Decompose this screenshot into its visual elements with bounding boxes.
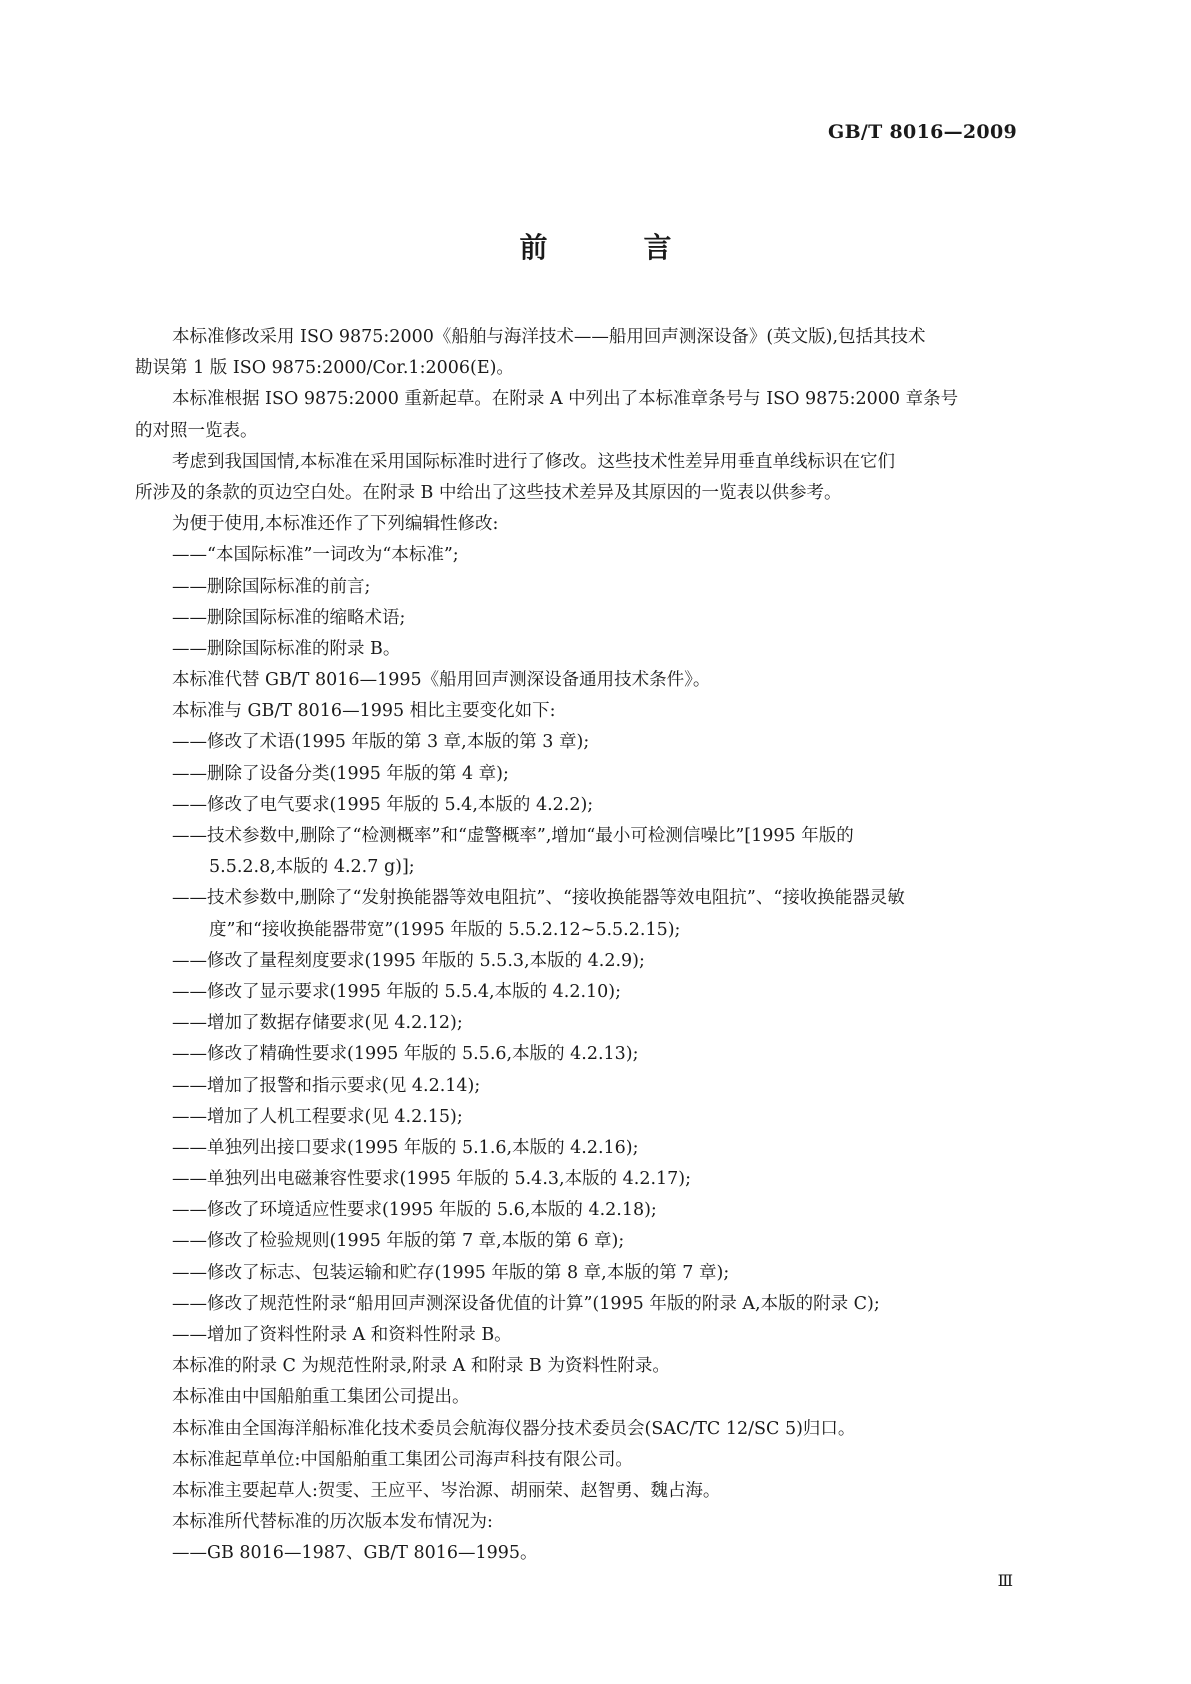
paragraph-line: 勘误第 1 版 ISO 9875:2000/Cor.1:2006(E)。 [135, 358, 514, 379]
document-body [135, 322, 1057, 1570]
list-item: ——修改了环境适应性要求(1995 年版的 5.6,本版的 4.2.18); [172, 1200, 657, 1221]
list-item: ——修改了精确性要求(1995 年版的 5.5.6,本版的 4.2.13); [172, 1044, 639, 1065]
list-item: ——单独列出电磁兼容性要求(1995 年版的 5.4.3,本版的 4.2.17); [172, 1169, 692, 1190]
paragraph-line: 本标准所代替标准的历次版本发布情况为: [172, 1512, 493, 1533]
paragraph-line: 本标准修改采用 ISO 9875:2000《船舶与海洋技术——船用回声测深设备》(英文版),包括其技术 [172, 327, 926, 347]
list-item: ——修改了显示要求(1995 年版的 5.5.4,本版的 4.2.10); [172, 981, 622, 1002]
paragraph-line: 本标准根据 ISO 9875:2000 重新起草。在附录 A 中列出了本标准章条号与 ISO 9875:2000 章条号 [172, 389, 959, 410]
document-code: GB/T 8016—2009 [828, 121, 1017, 143]
list-item: ——修改了检验规则(1995 年版的第 7 章,本版的第 6 章); [172, 1231, 625, 1252]
list-item-continuation: 5.5.2.8,本版的 4.2.7 g)]; [209, 857, 415, 878]
list-item: ——增加了人机工程要求(见 4.2.15); [172, 1106, 463, 1127]
page-number: Ⅲ [997, 1571, 1013, 1590]
list-item-continuation: 度”和“接收换能器带宽”(1995 年版的 5.5.2.12~5.5.2.15); [209, 919, 681, 940]
paragraph-line: 本标准代替 GB/T 8016—1995《船用回声测深设备通用技术条件》。 [172, 670, 711, 691]
list-item: ——技术参数中,删除了“发射换能器等效电阻抗”、“接收换能器等效电阻抗”、“接收换能器灵敏 [172, 888, 905, 909]
list-item: ——修改了规范性附录“船用回声测深设备优值的计算”(1995 年版的附录 A,本版的附录 C); [172, 1293, 880, 1314]
page-title: 前 言 [519, 231, 706, 264]
list-item: ——GB 8016—1987、GB/T 8016—1995。 [172, 1543, 538, 1564]
list-item: ——技术参数中,删除了“检测概率”和“虚警概率”,增加“最小可检测信噪比”[1995 年版的 [172, 826, 854, 846]
list-item: ——修改了术语(1995 年版的第 3 章,本版的第 3 章); [172, 732, 590, 753]
list-item: ——增加了资料性附录 A 和资料性附录 B。 [172, 1325, 512, 1345]
paragraph-line: 考虑到我国国情,本标准在采用国际标准时进行了修改。这些技术性差异用垂直单线标识在它们 [172, 451, 896, 472]
list-item: ——删除国际标准的附录 B。 [172, 638, 401, 659]
list-item: ——修改了标志、包装运输和贮存(1995 年版的第 8 章,本版的第 7 章); [172, 1262, 730, 1283]
list-item: ——增加了报警和指示要求(见 4.2.14); [172, 1075, 481, 1096]
list-item: ——修改了量程刻度要求(1995 年版的 5.5.3,本版的 4.2.9); [172, 950, 645, 971]
list-item: ——删除国际标准的前言; [172, 576, 371, 597]
list-item: ——增加了数据存储要求(见 4.2.12); [172, 1013, 463, 1034]
list-item: ——修改了电气要求(1995 年版的 5.4,本版的 4.2.2); [172, 794, 594, 815]
paragraph-line: 本标准由中国船舶重工集团公司提出。 [172, 1387, 470, 1408]
paragraph-line: 本标准的附录 C 为规范性附录,附录 A 和附录 B 为资料性附录。 [172, 1356, 670, 1377]
paragraph-line: 本标准起草单位:中国船舶重工集团公司海声科技有限公司。 [172, 1449, 633, 1470]
list-item: ——删除了设备分类(1995 年版的第 4 章); [172, 763, 509, 784]
list-item: ——删除国际标准的缩略术语; [172, 607, 406, 628]
list-item: ——“本国际标准”一词改为“本标准”; [172, 545, 459, 566]
paragraph-line: 本标准与 GB/T 8016—1995 相比主要变化如下: [172, 701, 556, 722]
list-item: ——单独列出接口要求(1995 年版的 5.1.6,本版的 4.2.16); [172, 1137, 639, 1158]
paragraph-line: 本标准由全国海洋船标准化技术委员会航海仪器分技术委员会(SAC/TC 12/SC 5)归口。 [172, 1418, 856, 1439]
paragraph-line: 本标准主要起草人:贺雯、王应平、岑治源、胡丽荣、赵智勇、魏占海。 [172, 1480, 721, 1501]
paragraph-line: 所涉及的条款的页边空白处。在附录 B 中给出了这些技术差异及其原因的一览表以供参考。 [135, 482, 842, 503]
paragraph-line: 的对照一览表。 [135, 420, 258, 441]
paragraph-line: 为便于使用,本标准还作了下列编辑性修改: [172, 514, 499, 535]
